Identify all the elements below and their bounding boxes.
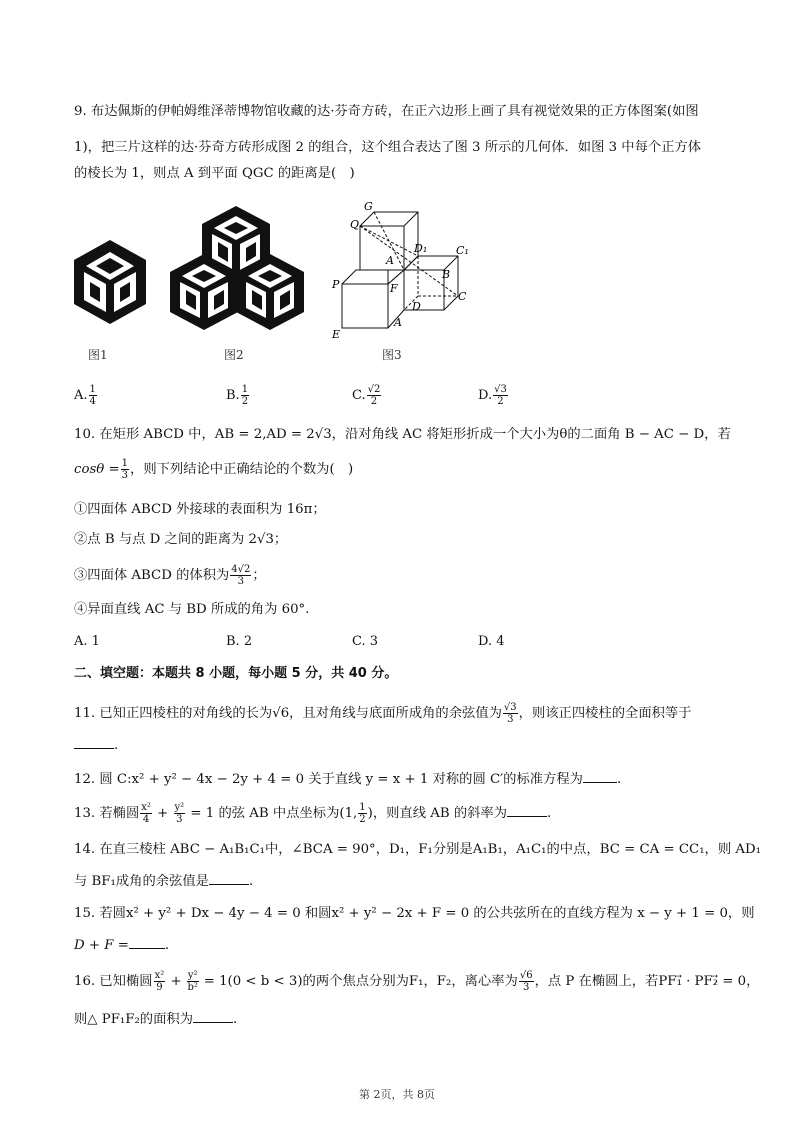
label-G: G bbox=[364, 200, 373, 213]
label-C: C bbox=[458, 290, 467, 303]
q13-answer-blank[interactable] bbox=[507, 802, 547, 817]
label-A-top: A bbox=[386, 254, 394, 267]
q12-line: 12. 圆 C:x² + y² − 4x − 2y + 4 = 0 关于直线 y = x + 1 对称的圆 C′的标准方程为 . bbox=[74, 768, 734, 790]
q10-statement-2: ②点 B 与点 D 之间的距离为 2√3； bbox=[74, 532, 288, 547]
q11-answer-blank[interactable] bbox=[74, 734, 114, 749]
label-B: B bbox=[442, 268, 451, 281]
q15-answer-blank[interactable] bbox=[129, 934, 165, 949]
q16-line1: 16. 已知椭圆 $\frac{\text{x²}}{9}$ + $\frac{\text{y²}}{\text{b²}}$ = 1(0 < b < 3)的两个焦点分别为F₁，F₂，离心率为 $\frac{√6}{3}$ ，点 P 在椭圆上，若PF₁⃗ · PF₂⃗ = 0， bbox=[74, 970, 760, 993]
q9-line2: 1)，把三片这样的达·芬奇方砖形成图 2 的组合，这个组合表达了图 3 所示的几何体．如图 3 中每个正方体 bbox=[74, 140, 702, 155]
figure-2-cube-tiles bbox=[168, 204, 308, 332]
q10-option-b: B. 2 bbox=[226, 634, 253, 649]
label-D1: D₁ bbox=[414, 242, 428, 255]
section-heading-fill-in: 二、填空题：本题共 8 小题，每小题 5 分，共 40 分。 bbox=[74, 666, 398, 681]
figure-1-cube-tile bbox=[70, 238, 150, 328]
label-F: F bbox=[390, 282, 398, 295]
q9-line3: 的棱长为 1，则点 A 到平面 QGC 的距离是( ) bbox=[74, 166, 355, 181]
q10-line1: 10. 在矩形 ABCD 中，AB = 2,AD = 2√3，沿对角线 AC 将矩形折成一个大小为θ的二面角 B − AC − D，若 bbox=[74, 427, 731, 442]
figure-2-caption: 图2 bbox=[224, 348, 244, 362]
page-footer: 第 2页，共 8页 bbox=[359, 1088, 435, 1101]
q10-option-c: C. 3 bbox=[352, 634, 379, 649]
figure-1-caption: 图1 bbox=[88, 348, 108, 362]
q9-option-a: A. $\frac{1}{4}$ bbox=[74, 384, 96, 407]
q16-line2: 则△ PF₁F₂的面积为 . bbox=[74, 1008, 734, 1030]
q10-statement-4: ④异面直线 AC 与 BD 所成的角为 60°. bbox=[74, 602, 310, 617]
figure-3-cube-geometry bbox=[328, 196, 478, 346]
q14-answer-blank[interactable] bbox=[209, 870, 249, 885]
q10-option-a: A. 1 bbox=[74, 634, 100, 649]
q14-line2: 与 BF₁成角的余弦值是 . bbox=[74, 870, 734, 892]
q11-line2: . bbox=[74, 734, 734, 756]
q10-statement-1: ①四面体 ABCD 外接球的表面积为 16π； bbox=[74, 502, 326, 517]
q9-option-c: C. $\frac{√2}{2}$ bbox=[352, 384, 381, 407]
q15-line2: D + F = . bbox=[74, 934, 734, 956]
q9-line1: 9. 布达佩斯的伊帕姆维泽蒂博物馆收藏的达·芬奇方砖，在正六边形上画了具有视觉效果的正方体图案(如图 bbox=[74, 104, 699, 119]
q14-line1: 14. 在直三棱柱 ABC − A₁B₁C₁中，∠BCA = 90°，D₁，F₁分别是A₁B₁，A₁C₁的中点，BC = CA = CC₁，则 AD₁ bbox=[74, 842, 761, 857]
label-E: E bbox=[332, 328, 341, 341]
label-P: P bbox=[332, 278, 340, 291]
q11-line1: 11. 已知正四棱柱的对角线的长为√6，且对角线与底面所成角的余弦值为 $\frac{√3}{3}$ ，则该正四棱柱的全面积等于 bbox=[74, 702, 692, 725]
q16-answer-blank[interactable] bbox=[193, 1008, 233, 1023]
label-D: D bbox=[412, 300, 421, 313]
q10-option-d: D. 4 bbox=[478, 634, 505, 649]
q10-statement-3: ③四面体 ABCD 的体积为 $\frac{4√2}{3}$ ； bbox=[74, 564, 266, 587]
q15-line1: 15. 若圆x² + y² + Dx − 4y − 4 = 0 和圆x² + y² − 2x + F = 0 的公共弦所在的直线方程为 x − y + 1 = 0，则 bbox=[74, 906, 755, 921]
label-Q: Q bbox=[350, 218, 360, 231]
q9-option-d: D. $\frac{√3}{2}$ bbox=[478, 384, 507, 407]
label-C1: C₁ bbox=[456, 244, 469, 257]
q13-line: 13. 若椭圆 $\frac{\text{x²}}{4}$ + $\frac{\text{y²}}{3}$ = 1 的弦 AB 中点坐标为(1, $\frac{1}{2}$ )，则直线 AB 的斜率为 . bbox=[74, 802, 552, 825]
q9-option-b: B. $\frac{1}{2}$ bbox=[226, 384, 249, 407]
label-A-bottom: A bbox=[394, 316, 402, 329]
figure-3-caption: 图3 bbox=[382, 348, 402, 362]
q10-line2: cosθ = $\frac{1}{3}$ ，则下列结论中正确结论的个数为( ) bbox=[74, 458, 354, 481]
q12-answer-blank[interactable] bbox=[583, 768, 617, 783]
